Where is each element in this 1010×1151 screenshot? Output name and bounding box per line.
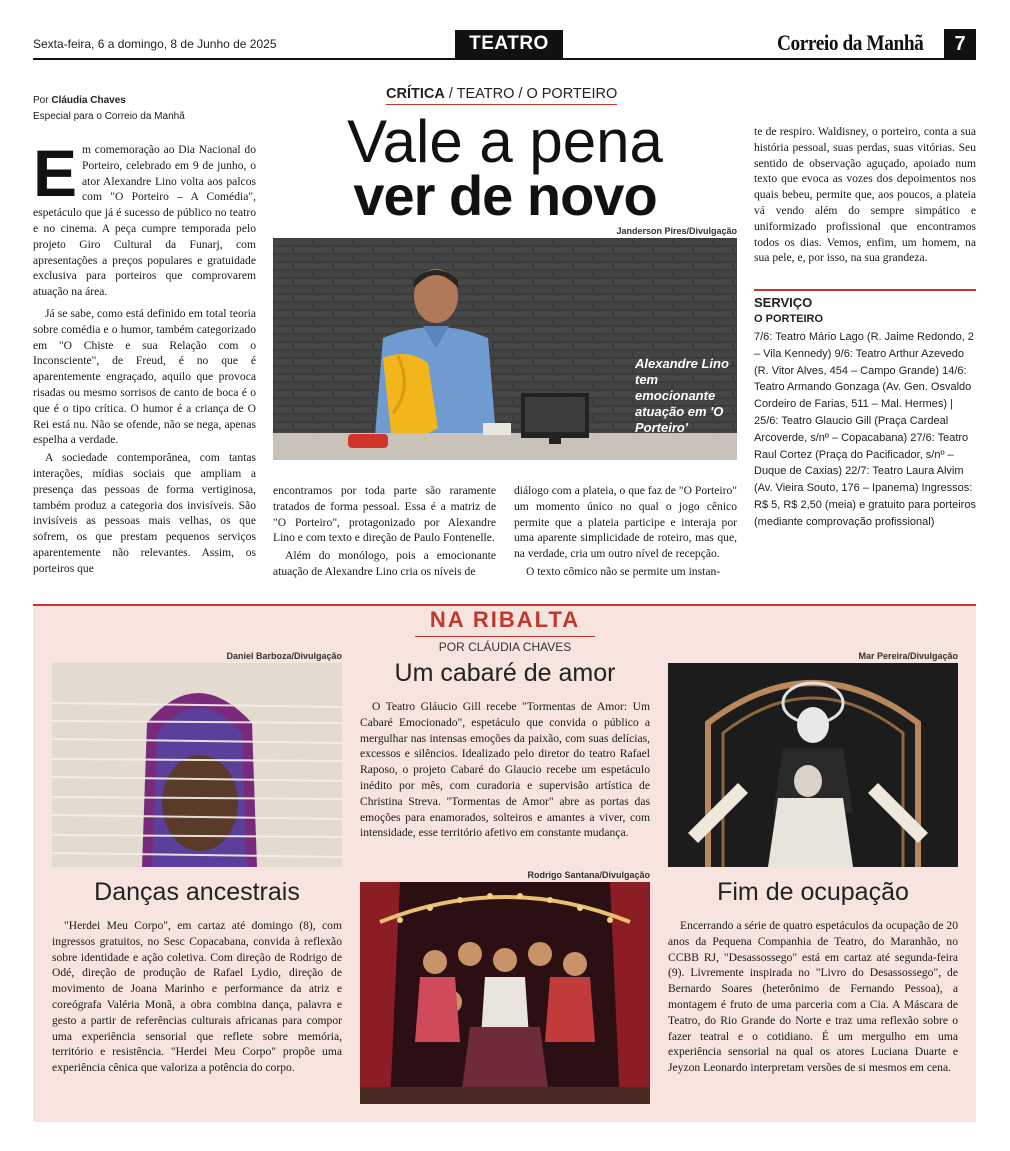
left-text (52, 918, 342, 1078)
article-paragraph: A sociedade contemporânea, com tantas interações, mídias sociais que ampliam a presença das pessoas de forma vertiginosa, também produz a categoria dos invisíveis. São invisíveis as pessoas mais velhas, os que sofrem, os que prestam pequenos serviços aparentemente não relevantes. Assim, os porteiros que (33, 451, 256, 575)
kicker (386, 86, 617, 105)
byline-prefix: Por (33, 95, 49, 106)
article-paragraph: Já se sabe, como está definido em total teoria sobre comédia e o humor, também categorizado em "O Chiste e sua Relação com o Inconsciente", de Freud, é no que é aparentemente engraçado, aquilo que provoca risadas ou mesmo sorrisos de canto de boca é o que é o tipo crítica. O humor é a criança de O Rei está nu. Não se ofende, não se nega, apenas espelha a verdade. (33, 306, 256, 447)
main-photo-caption: Alexandre Lino tem emocionante atuação em 'O Porteiro' (635, 356, 729, 435)
left-paragraph: "Herdei Meu Corpo", em cartaz até domingo (8), com ingressos gratuitos, no Sesc Copacabana, convida à reflexão sobre identidade e ação coletiva. Com direção de Rodrigo de Odé, direção de produção de Rafael Lydio, direção de movimento de Joana Marinho e performance da atriz e coreógrafa Valéria Monã, a obra combina dança, palavra e gesto a partir de referências culturais africanas para compor uma experiência sensorial que reflete sobre memória, território e resistência. "Herdei Meu Corpo" propõe uma experiência cênica que valoriza a potência do corpo. (52, 919, 342, 1075)
section-label: TEATRO (455, 30, 563, 58)
article-col-1 (33, 136, 256, 579)
main-photo (273, 238, 737, 460)
right-photo-credit: Mar Pereira/Divulgação (858, 651, 958, 661)
article-paragraph: m comemoração ao Dia Nacional do Porteiro, celebrado em 9 de junho, o ator Alexandre Lino volta aos palcos com "O Porteiro – A Comédia", espetáculo que já é sucesso de público no teatro e no cinema. A peça cumpre temporada pelo projeto Giro Cultural da Funarj, com apresentações a preços populares e gratuidade exclusiva para porteiros que comprovarem atuação na área. (33, 143, 256, 299)
page-number: 7 (944, 29, 976, 59)
headline-line2: ver de novo (353, 164, 657, 227)
drop-cap: E (33, 136, 78, 210)
center-text (360, 699, 650, 843)
servico-title: SERVIÇO (754, 295, 813, 310)
right-text (668, 918, 958, 1078)
servico-box (754, 294, 976, 531)
paper-logo: Correio da Manhã (777, 30, 924, 55)
servico-show: O PORTEIRO (754, 313, 824, 325)
article-paragraph: encontramos por toda parte são raramente tratados de forma pessoal. Essa é a matriz de "O Porteiro", protagonizado por Alexandre Lino e com texto e direção de Paulo Fontenelle. (273, 484, 496, 545)
ribalta-title-rule (415, 636, 595, 637)
kicker-rest: / TEATRO / O PORTEIRO (444, 86, 618, 102)
left-photo (52, 663, 342, 867)
main-photo-credit: Janderson Pires/Divulgação (616, 226, 737, 236)
kicker-main: CRÍTICA (386, 86, 445, 102)
header-date: Sexta-feira, 6 a domingo, 8 de Junho de 2025 (33, 37, 277, 51)
center-title: Um cabaré de amor (394, 659, 616, 687)
byline-author: Cláudia Chaves (51, 95, 126, 106)
header-rule (33, 58, 976, 60)
article-paragraph: diálogo com a plateia, o que faz de "O Porteiro" um momento único no qual o jogo cênico permite que a plateia participe e interaja por uma aparente simplicidade de roteiro, mas que, na verdade, cria um outro nível de recepção. (514, 484, 737, 561)
servico-rule (754, 289, 976, 291)
ribalta-byline: POR CLÁUDIA CHAVES (438, 640, 572, 654)
left-photo-credit: Daniel Barboza/Divulgação (226, 651, 342, 661)
article-paragraph: O texto cômico não se permite um instan- (526, 564, 721, 578)
byline-role: Especial para o Correio da Manhã (33, 111, 185, 122)
center-paragraph: O Teatro Gláucio Gill recebe "Tormentas de Amor: Um Cabaré Emocionado", espetáculo que convida o público a mergulhar nas intensas emoções da paixão, com suas delícias, excessos e silêncios. Idealizado pelo diretor do teatro Rafael Raposo, o projeto Cabaré do Glaucio recebe um espetáculo inédito por mês, com curadoria e supervisão artística de Christina Streva. "Tormentas de Amor" abre as portas das emoções para enamorados, solteiros e amantes a viver, com intensidade, esse território afetivo em constante mudança. (360, 700, 650, 840)
right-paragraph: Encerrando a série de quatro espetáculos da ocupação de 20 anos da Pequena Companhia de Teatro, do Maranhão, no CCBB RJ, "Desassossego" está em cartaz até segunda-feira (9). Livremente inspirada no "Livro do Desassossego", de Bernardo Soares (heterônimo de Fernando Pessoa), a montagem é fruto de uma parceria com a Cia. A Máscara de Teatro, do Rio Grande do Norte e traz uma reflexão sobre o fazer teatral e o cotidiano. É um mergulho em uma experiência sensorial na qual os atores Luciana Duarte e Jeyzon Leonardo interpretam versões de si mesmos em cena. (668, 919, 958, 1075)
article-col-2 (273, 483, 496, 582)
left-title: Danças ancestrais (94, 878, 300, 906)
right-title: Fim de ocupação (717, 878, 909, 906)
article-col-3 (514, 483, 737, 582)
article-paragraph: te de respiro. Waldisney, o porteiro, conta a sua história pessoal, suas perdas, suas vitórias. Seu sentido de observação aguçado, apoiado num texto que evoca as vozes dos depoimentos nos quais bebeu, permite que, aos poucos, a plateia vá vendo além do sempre simpático e uniformizado profissional que encontramos todos os dias. Vemos, enfim, um homem, na sua pele, e, por isso, na sua grandeza. (754, 125, 976, 265)
servico-text: 7/6: Teatro Mário Lago (R. Jaime Redondo, 2 – Vila Kennedy) 9/6: Teatro Arthur Azevedo (R. Vitor Alves, 454 – Campo Grande) 14/6: Teatro Armando Gonzaga (Av. Gen. Osvaldo Cordeiro de Farias, 511 – Mal. Hermes) | 25/6: Teatro Glaucio Gill (Praça Cardeal Arcoverde, s/nº – Copacabana) 27/6: Teatro Raul Cortez (Praça do Pacificador, s/nº – Duque de Caxias) 22/7: Teatro Laura Alvim (Av. Vieira Souto, 176 – Ipanema) Ingressos: R$ 5, R$ 2,50 (meia) e gratuito para porteiros (mediante comprovação profissional) (754, 331, 976, 528)
right-photo (668, 663, 958, 867)
center-photo-credit: Rodrigo Santana/Divulgação (527, 870, 650, 880)
article-paragraph: Além do monólogo, pois a emocionante atuação de Alexandre Lino cria os níveis de (273, 549, 496, 578)
headline-line1: Vale a pena (347, 108, 663, 175)
article-col-4 (754, 124, 976, 268)
ribalta-title: NA RIBALTA (429, 607, 581, 632)
byline (33, 93, 185, 125)
center-photo (360, 882, 650, 1104)
